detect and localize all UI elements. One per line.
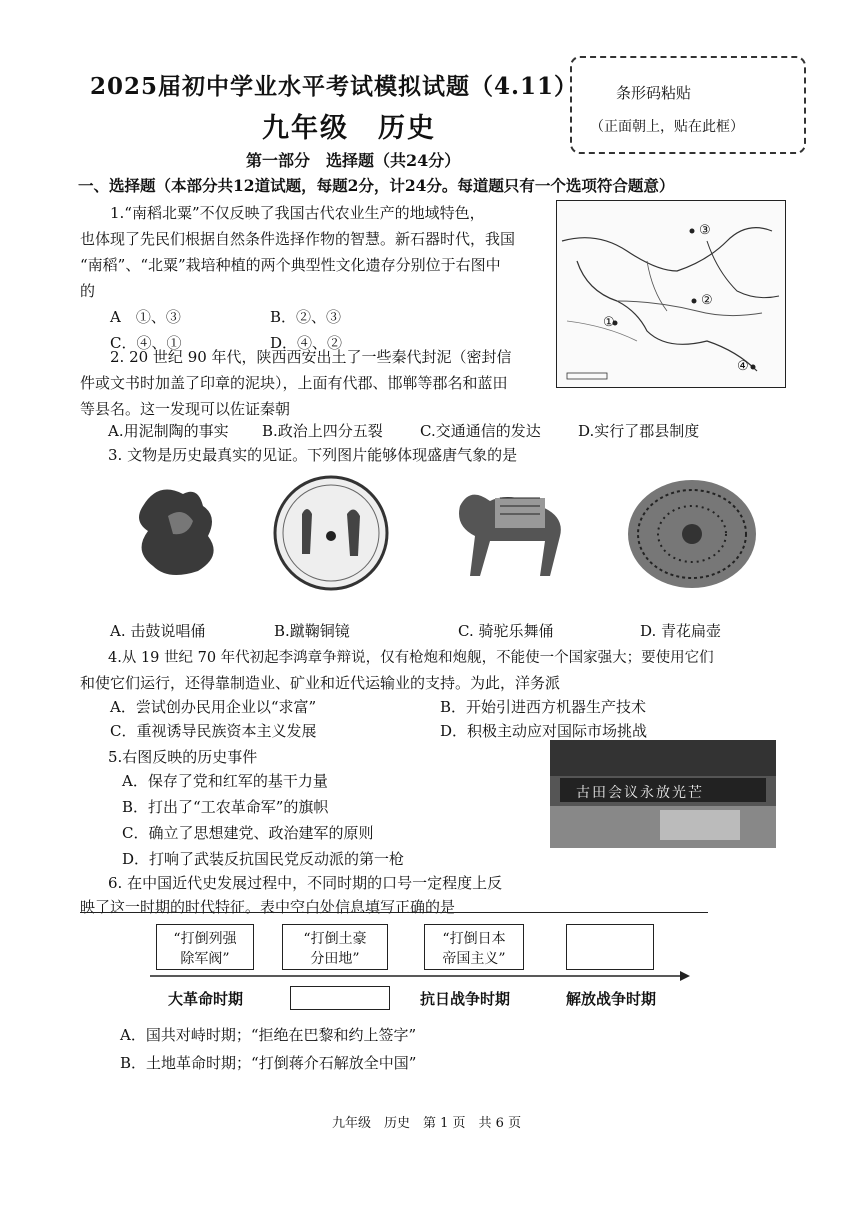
q1-line: 也体现了先民们根据自然条件选择作物的智慧。新石器时代，我国 bbox=[80, 230, 516, 248]
q5-stem: 5.右图反映的历史事件 bbox=[108, 748, 258, 766]
exam-subtitle: 九年级 历史 bbox=[262, 113, 436, 144]
q6-line: 6. 在中国近代史发展过程中，不同时期的口号一定程度上反 bbox=[108, 874, 503, 892]
q1-option-a[interactable]: A ①、③ bbox=[110, 308, 181, 326]
barcode-box bbox=[570, 56, 806, 154]
q6-option-a[interactable]: A．国共对峙时期；“拒绝在巴黎和约上签字” bbox=[120, 1026, 417, 1044]
map-label-2: ② bbox=[701, 293, 713, 308]
exam-title: 2025届初中学业水平考试模拟试题（4.11） bbox=[90, 73, 579, 100]
table-rule bbox=[80, 912, 708, 913]
slogan-box: “打倒日本 帝国主义” bbox=[424, 924, 524, 970]
q3-option-b[interactable]: B.蹴鞠铜镜 bbox=[274, 622, 350, 640]
blank-slogan-box bbox=[566, 924, 654, 970]
page-footer: 九年级 历史 第 1 页 共 6 页 bbox=[332, 1116, 522, 1131]
map-label-1: ① bbox=[603, 315, 615, 330]
period-label: 解放战争时期 bbox=[566, 990, 657, 1008]
artifact-c-image bbox=[440, 476, 580, 588]
q2-line: 件或文书时加盖了印章的泥块），上面有代郡、邯郸等郡名和蓝田 bbox=[80, 374, 508, 392]
barcode-label: 条形码粘贴 bbox=[616, 84, 692, 102]
q3-stem: 3. 文物是历史最真实的见证。下列图片能够体现盛唐气象的是 bbox=[108, 446, 518, 464]
q2-line: 等县名。这一发现可以佐证秦朝 bbox=[80, 400, 291, 418]
q4-option-b[interactable]: B．开始引进西方机器生产技术 bbox=[440, 698, 647, 716]
map-label-3: ③ bbox=[699, 223, 711, 238]
q5-option-a[interactable]: A．保存了党和红军的基干力量 bbox=[122, 772, 328, 790]
q6-line: 映了这一时期的时代特征。表中空白处信息填写正确的是 bbox=[80, 898, 456, 916]
gutian-meeting-photo bbox=[550, 740, 776, 848]
q1-line: “南稻”、“北粟”栽培种植的两个典型性文化遗存分别位于右图中 bbox=[80, 256, 501, 274]
blank-period-box bbox=[290, 986, 390, 1010]
section-heading: 一、选择题（本部分共12道试题，每题2分，计24分。每道题只有一个选项符合题意） bbox=[78, 176, 675, 195]
q1-option-c[interactable]: C．④、① bbox=[110, 334, 182, 352]
q2-option-b[interactable]: B.政治上四分五裂 bbox=[262, 422, 383, 440]
q4-option-d[interactable]: D．积极主动应对国际市场挑战 bbox=[440, 722, 648, 740]
period-label: 抗日战争时期 bbox=[420, 990, 511, 1008]
q3-option-a[interactable]: A. 击鼓说唱俑 bbox=[110, 622, 206, 640]
q4-option-c[interactable]: C．重视诱导民族资本主义发展 bbox=[110, 722, 317, 740]
slogan-box: “打倒土豪 分田地” bbox=[282, 924, 388, 970]
q1-line: 的 bbox=[80, 282, 96, 300]
q5-option-d[interactable]: D．打响了武装反抗国民党反动派的第一枪 bbox=[122, 850, 405, 868]
q2-option-d[interactable]: D.实行了郡县制度 bbox=[578, 422, 700, 440]
part-heading: 第一部分 选择题（共24分） bbox=[246, 151, 461, 170]
q1-line: 1.“南稻北粟”不仅反映了我国古代农业生产的地域特色， bbox=[110, 204, 485, 222]
artifact-d-image bbox=[622, 476, 762, 592]
q2-option-c[interactable]: C.交通通信的发达 bbox=[420, 422, 541, 440]
q3-option-c[interactable]: C. 骑驼乐舞俑 bbox=[458, 622, 554, 640]
q4-line: 4.从 19 世纪 70 年代初起李鸿章争辩说，仅有枪炮和炮舰，不能使一个国家强大；要使用它们 bbox=[108, 650, 714, 666]
barcode-note: （正面朝上，贴在此框） bbox=[590, 119, 744, 135]
photo-sign: 古田会议永放光芒 bbox=[576, 785, 704, 801]
period-label: 大革命时期 bbox=[168, 990, 244, 1008]
q4-line: 和使它们运行，还得靠制造业、矿业和近代运输业的支持。为此，洋务派 bbox=[80, 674, 561, 692]
q5-option-b[interactable]: B．打出了“工农革命军”的旗帜 bbox=[122, 798, 329, 816]
timeline-arrow bbox=[150, 968, 690, 984]
map-label-4: ④ bbox=[737, 359, 749, 374]
artifact-a-image bbox=[128, 476, 228, 586]
q1-option-b[interactable]: B．②、③ bbox=[270, 308, 342, 326]
china-map bbox=[556, 200, 786, 388]
q5-option-c[interactable]: C．确立了思想建党、政治建军的原则 bbox=[122, 824, 374, 842]
map-outline bbox=[557, 201, 785, 387]
q2-line: 2. 20 世纪 90 年代，陕西西安出土了一些秦代封泥（密封信 bbox=[110, 348, 512, 366]
q1-option-d[interactable]: D．④、② bbox=[270, 334, 343, 352]
q6-option-b[interactable]: B．土地革命时期；“打倒蒋介石解放全中国” bbox=[120, 1054, 417, 1072]
q4-option-a[interactable]: A．尝试创办民用企业以“求富” bbox=[110, 698, 317, 716]
artifact-b-image bbox=[272, 474, 390, 592]
q3-option-d[interactable]: D. 青花扁壶 bbox=[640, 622, 722, 640]
slogan-box: “打倒列强 除军阀” bbox=[156, 924, 254, 970]
q2-option-a[interactable]: A.用泥制陶的事实 bbox=[108, 422, 229, 440]
